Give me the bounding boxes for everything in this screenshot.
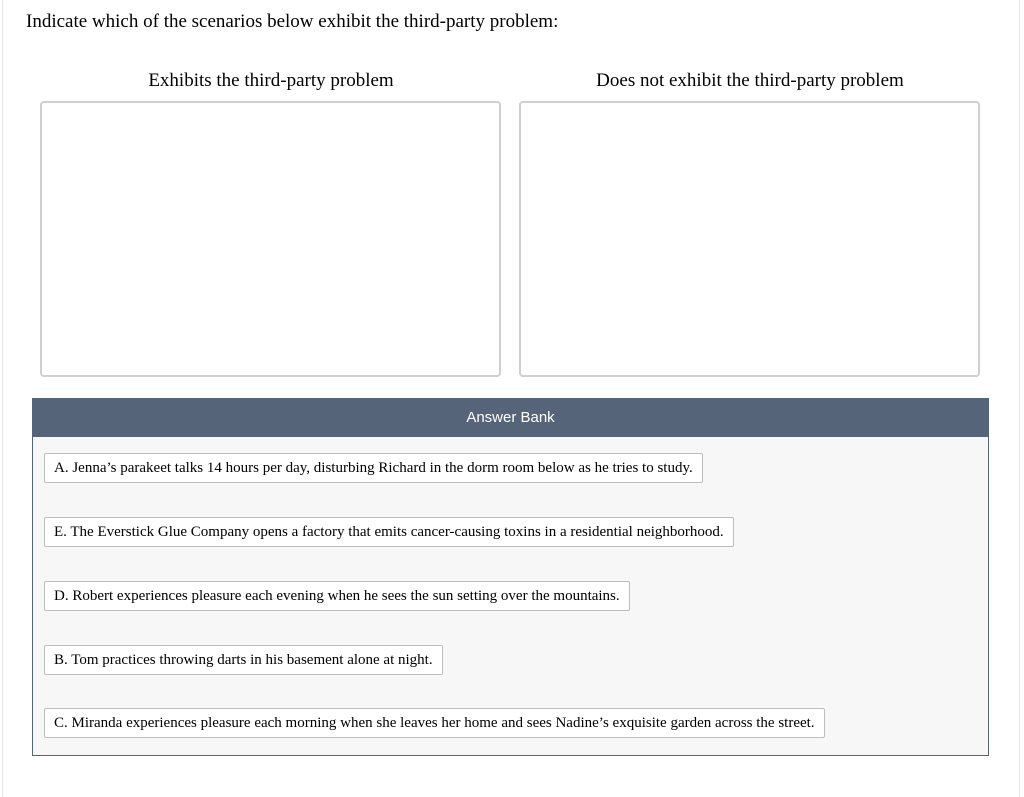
answer-item-a[interactable]: A. Jenna’s parakeet talks 14 hours per day, disturbing Richard in the dorm room below as he tries to study. (44, 453, 703, 483)
answer-bank[interactable] (32, 398, 989, 756)
question-prompt: Indicate which of the scenarios below exhibit the third-party problem: (26, 11, 559, 32)
answer-item-e[interactable]: E. The Everstick Glue Company opens a factory that emits cancer-causing toxins in a residential neighborhood. (44, 517, 734, 547)
answer-item-b[interactable]: B. Tom practices throwing darts in his basement alone at night. (44, 645, 443, 675)
column-header-exhibits: Exhibits the third-party problem (148, 70, 394, 91)
column-header-does-not-exhibit: Does not exhibit the third-party problem (596, 70, 904, 91)
answer-bank-title: Answer Bank (33, 399, 988, 437)
answer-item-c[interactable]: C. Miranda experiences pleasure each morning when she leaves her home and sees Nadine’s exquisite garden across the street. (44, 708, 825, 738)
drop-zone-exhibits[interactable] (40, 101, 501, 377)
drop-zone-does-not-exhibit[interactable] (519, 101, 980, 377)
answer-item-d[interactable]: D. Robert experiences pleasure each evening when he sees the sun setting over the mountains. (44, 581, 630, 611)
